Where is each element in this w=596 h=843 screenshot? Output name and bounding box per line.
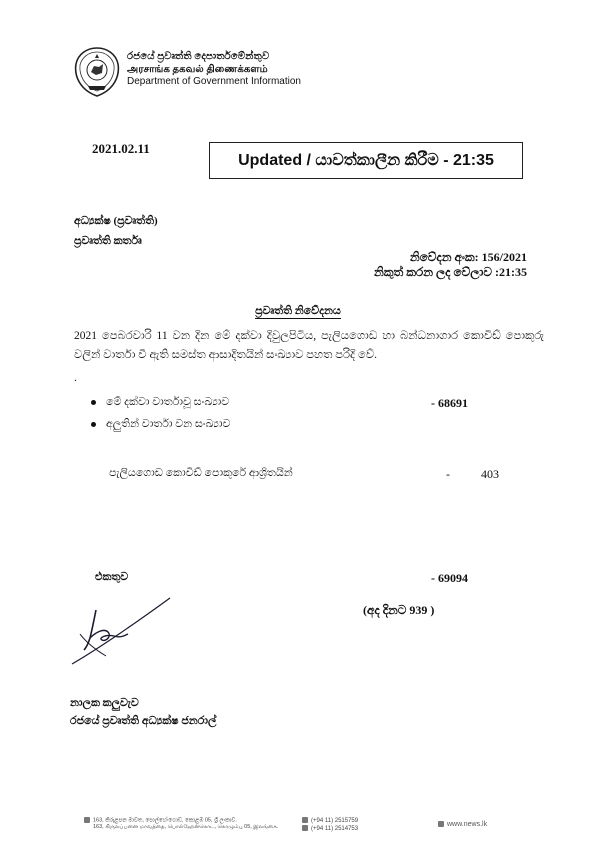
- list-item-reported: [91, 396, 229, 409]
- government-emblem-icon: [74, 46, 120, 98]
- phone-icon: [302, 817, 308, 823]
- reported-label: මේ දක්වා වාර්තාවූ සංඛ්‍යාව: [106, 396, 230, 408]
- list-item-new: [91, 418, 230, 431]
- peliyagoda-dash: -: [446, 467, 450, 481]
- new-label: අලුතින් වාර්තා වන සංඛ්‍යාව: [106, 418, 231, 430]
- footer-address-line-2: 163, கிருலப்பனை மாவத்தை, பொல்ஹேன்கொட, கொழும்பு 05, இலங்கை.: [93, 824, 279, 831]
- fax-icon: [302, 825, 308, 831]
- release-time: නිකුත් කරන ලද වේලාව :21:35: [374, 265, 527, 279]
- stray-dot: .: [74, 370, 77, 384]
- footer-address: [84, 817, 278, 831]
- department-heading: [127, 51, 301, 89]
- signer-title: රජයේ ප්‍රවෘත්ති අධ්‍යක්ෂ ජනරාල්: [70, 715, 217, 727]
- peliyagoda-value: 403: [481, 467, 499, 481]
- footer-website: www.news.lk: [438, 821, 487, 828]
- recipient-line-1: අධ්‍යක්ෂ (ප්‍රවෘත්ති): [74, 215, 158, 227]
- updated-box: Updated / යාවත්කාලීන කිරීම - 21:35: [209, 142, 523, 179]
- footer-address-line-1: 163, කිරුළපන මාවත, පොල්හේංගොඩ, කොළඹ 05, ශ්‍රී ලංකාව.: [84, 817, 278, 824]
- bullet-icon: [91, 400, 96, 405]
- today-count: (අද දිනට 939 ): [363, 603, 435, 617]
- total-label: එකතුව: [95, 571, 129, 583]
- peliyagoda-label: පැලියගොඩ කොවිඩ් පොකුරේ ආශ්‍රිතයින්: [109, 467, 293, 479]
- signer-name: නාලක කලුවැව: [70, 697, 139, 709]
- dept-name-english: Department of Government Information: [127, 76, 301, 87]
- bullet-icon: [91, 422, 96, 427]
- document-title-text: ප්‍රවෘත්ති නිවේදනය: [255, 305, 341, 317]
- reported-value: - 68691: [431, 396, 468, 410]
- dept-name-sinhala: රජයේ ප්‍රවෘත්ති දෙපාර්තමේන්තුව: [127, 51, 270, 62]
- document-title: [0, 305, 596, 318]
- release-date: 2021.02.11: [92, 141, 150, 156]
- total-value: - 69094: [431, 571, 468, 585]
- signature-icon: [66, 590, 176, 670]
- location-icon: [84, 817, 90, 823]
- globe-icon: [438, 821, 444, 827]
- dept-name-tamil: அரசாங்க தகவல் திணைக்களம்: [127, 63, 268, 75]
- footer-fax: (+94 11) 2514753: [302, 825, 358, 833]
- release-number: නිවේදන අංක: 156/2021: [409, 250, 527, 264]
- recipient-line-2: ප්‍රවෘත්ති කර්තෘ: [74, 235, 142, 247]
- body-paragraph: 2021 පෙබරවාරි 11 වන දින මේ දක්වා දිවුලපිටිය, පැලියගොඩ හා බන්ධනාගාර කොවිඩ් පොකුරු වලින් වාර්තා වී ඇති සමස්ත ආසාදිතයින් සංඛ්‍යාව පහත පරිදි වේ.: [74, 330, 544, 361]
- footer-contact: [302, 817, 358, 833]
- footer-phone: (+94 11) 2515759: [302, 817, 358, 825]
